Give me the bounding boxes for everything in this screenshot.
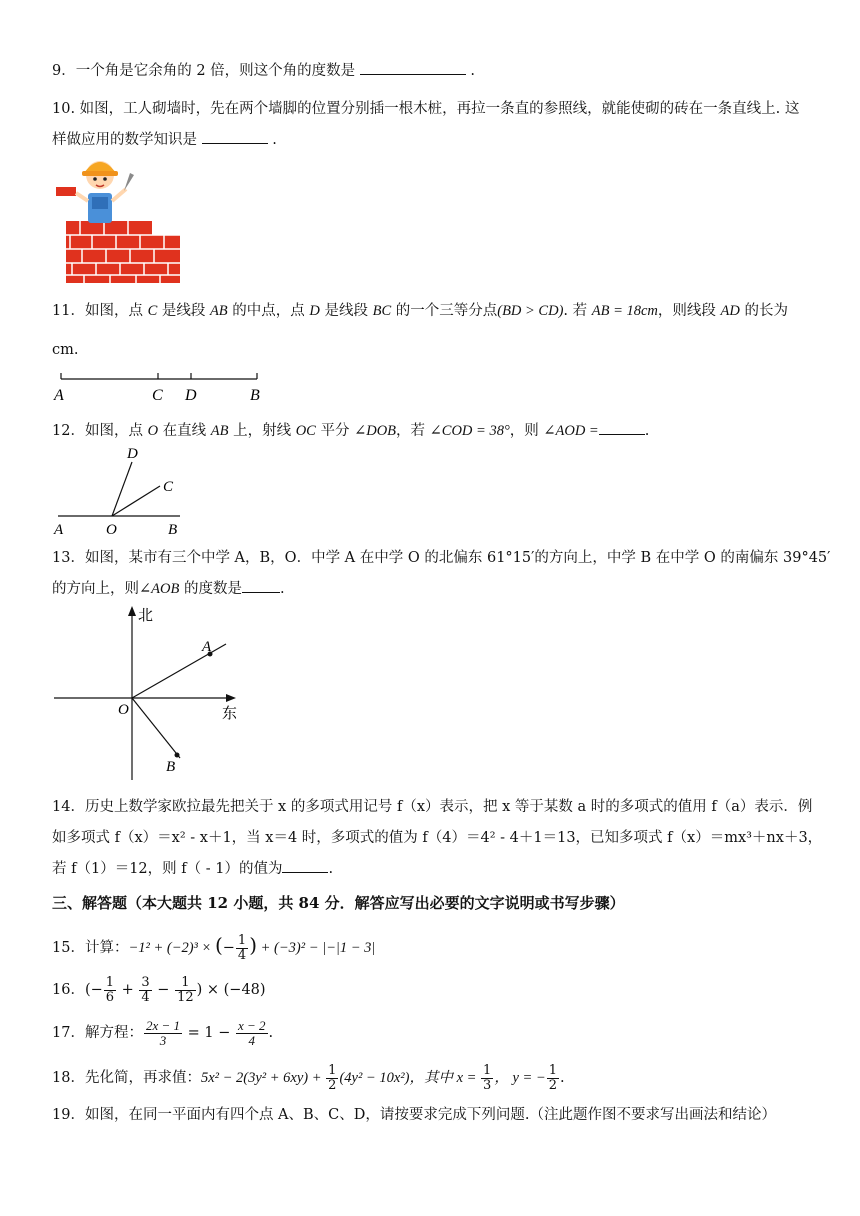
fraction [144, 1019, 182, 1048]
question-10-line-2 [52, 129, 820, 150]
numerator: 1 [328, 1062, 337, 1078]
text: 的度数是 [179, 581, 242, 597]
paren: ( [214, 933, 223, 957]
numerator: x − 2 [237, 1017, 266, 1033]
ray-oc: OC [295, 423, 316, 439]
label-b: B [168, 522, 178, 536]
label-b: B [166, 759, 176, 775]
label-b: B [250, 387, 260, 404]
point-o: O [147, 423, 159, 439]
expression: (− [84, 982, 103, 998]
period: . [272, 132, 277, 148]
fraction [236, 1019, 268, 1048]
label-d: D [127, 446, 138, 462]
text: 平分 [315, 423, 355, 439]
question-13-line-2 [52, 578, 820, 599]
fraction [326, 1064, 338, 1093]
question-12 [52, 420, 820, 441]
fraction [175, 976, 196, 1005]
expression: −1² + (−2)³ × [128, 940, 215, 956]
text: ，则 [509, 423, 544, 439]
fraction [236, 934, 248, 963]
label: 16． [52, 982, 85, 998]
question-19: 19．如图，在同一平面内有四个点 A、B、C、D，请按要求完成下列问题.（注此题作图不要求写出画法和结论） [52, 1107, 777, 1123]
period: . [560, 1070, 565, 1086]
text: ，若 [396, 423, 430, 439]
text: 的中点，点 [227, 303, 310, 319]
condition: (BD > CD) [497, 303, 564, 319]
operator: + [117, 982, 139, 998]
angle-aod: ∠AOD = [543, 423, 599, 439]
fraction [139, 976, 151, 1005]
period: . [470, 63, 475, 79]
label: 18．先化简，再求值： [52, 1070, 201, 1086]
answer-blank[interactable] [360, 60, 466, 75]
period: . [279, 581, 285, 597]
north-label: 北 [138, 608, 154, 624]
answer-blank[interactable] [282, 858, 328, 873]
section-3-heading: 三、解答题（本大题共 12 小题，共 84 分．解答应写出必要的文字说明或书写步骤） [52, 894, 625, 912]
text: 是线段 [319, 303, 373, 319]
point-c: C [147, 303, 158, 319]
brick-wall [66, 221, 180, 283]
question-9 [52, 60, 820, 81]
label-c: C [163, 479, 174, 495]
expression: 5x² − 2(3y² + 6xy) + [200, 1070, 326, 1086]
expression: ) × (−48) [196, 982, 266, 998]
label-a: A [54, 522, 64, 536]
segment-bc: BC [372, 303, 392, 319]
fraction [481, 1064, 493, 1093]
denominator: 4 [141, 989, 150, 1005]
text: 的长为 [739, 303, 788, 319]
label-d: D [185, 387, 197, 404]
period: . [328, 861, 334, 877]
question-15: 15．计算：−1² + (−2)³ × (− $\frac{1}{4}$ ) + (−3)² − |−|1 − 3| [52, 932, 376, 963]
answer-blank[interactable] [599, 420, 645, 435]
ab-length: AB = 18cm [591, 303, 658, 319]
line-ab: AB [210, 423, 229, 439]
text: 上，射线 [228, 423, 296, 439]
text: 若 f（1）＝12，则 f（ - 1）的值为 [52, 861, 283, 877]
text: ，则线段 [657, 303, 721, 319]
question-18 [52, 1063, 820, 1093]
operator: − [152, 982, 175, 998]
label-a: A [54, 387, 64, 404]
denominator: 4 [237, 947, 247, 963]
expression: + (−3)² − |−|1 − 3| [257, 940, 376, 956]
question-16 [52, 975, 820, 1005]
segment-diagram [52, 368, 272, 406]
denominator: 6 [105, 989, 115, 1005]
angle-aob: ∠AOB [139, 581, 180, 597]
expression: (4y² − 10x²)，其中 x = [339, 1070, 481, 1086]
worker [56, 161, 134, 223]
fraction [547, 1064, 559, 1093]
numerator: 1 [175, 976, 196, 991]
numerator: 3 [141, 974, 150, 990]
question-10-line-1: 10. 如图，工人砌墙时，先在两个墙脚的位置分别插一根木桩，再拉一条直的参照线，就能使砌的砖在一条直线上. 这 [52, 101, 800, 117]
segment-ab: AB [209, 303, 228, 319]
answer-blank[interactable] [242, 578, 280, 593]
period: . [644, 423, 650, 439]
label: 17．解方程： [52, 1025, 143, 1041]
text: 12．如图，点 [52, 423, 148, 439]
denominator: 2 [548, 1077, 557, 1093]
numerator: 2x − 1 [145, 1017, 180, 1033]
answer-blank[interactable] [202, 129, 268, 144]
text: 的方向上，则 [52, 581, 139, 597]
paren: ) [249, 933, 258, 957]
text: 在直线 [158, 423, 211, 439]
expression: ， y = − [494, 1070, 546, 1086]
text: 11．如图，点 [52, 303, 148, 319]
fraction [104, 976, 116, 1005]
direction-diagram [52, 604, 252, 782]
numerator: 1 [483, 1062, 492, 1078]
angle-dob: ∠DOB [354, 423, 397, 439]
period: . [268, 1025, 274, 1041]
question-17 [52, 1018, 820, 1048]
label-c: C [152, 387, 163, 404]
angle-diagram [52, 444, 192, 536]
denominator: 4 [248, 1032, 255, 1048]
segment-ad: AD [720, 303, 740, 319]
question-14-line-3 [52, 858, 820, 879]
denominator: 3 [483, 1077, 492, 1093]
denominator: 12 [177, 989, 194, 1005]
point-d: D [309, 303, 320, 319]
label: 15．计算： [52, 940, 129, 956]
numerator: 1 [548, 1062, 557, 1078]
question-13-line-1: 13．如图，某市有三个中学 A，B，O．中学 A 在中学 O 的北偏东 61°15′的方向上，中学 B 在中学 O 的南偏东 39°45′ [52, 550, 831, 566]
angle-cod: ∠COD = 38° [429, 423, 510, 439]
denominator: 2 [328, 1077, 337, 1093]
text: . 若 [563, 303, 592, 319]
numerator: 1 [105, 974, 115, 990]
question-14-line-1: 14．历史上数学家欧拉最先把关于 x 的多项式用记号 f（x）表示，把 x 等于某数 a 时的多项式的值用 f（a）表示．例 [52, 799, 813, 815]
text: 是线段 [157, 303, 210, 319]
expression: = 1 − [183, 1025, 235, 1041]
label-o: O [106, 522, 117, 536]
question-11-line-2: cm. [52, 342, 79, 358]
text: 的一个三等分点 [391, 303, 498, 319]
label-a: A [202, 639, 212, 655]
bricklayer-illustration [54, 153, 184, 287]
question-11-line-1 [52, 301, 820, 321]
east-label: 东 [222, 706, 238, 722]
question-14-line-2: 如多项式 f（x）＝x² - x＋1，当 x＝4 时，多项式的值为 f（4）＝4² - 4＋1＝13，已知多项式 f（x）＝mx³＋nx＋3， [52, 830, 823, 846]
question-9-text: 9．一个角是它余角的 2 倍，则这个角的度数是 [52, 63, 356, 79]
question-10-text: 样做应用的数学知识是 [52, 132, 197, 148]
label-o: O [118, 702, 129, 718]
denominator: 3 [159, 1032, 167, 1048]
numerator: 1 [237, 932, 247, 948]
